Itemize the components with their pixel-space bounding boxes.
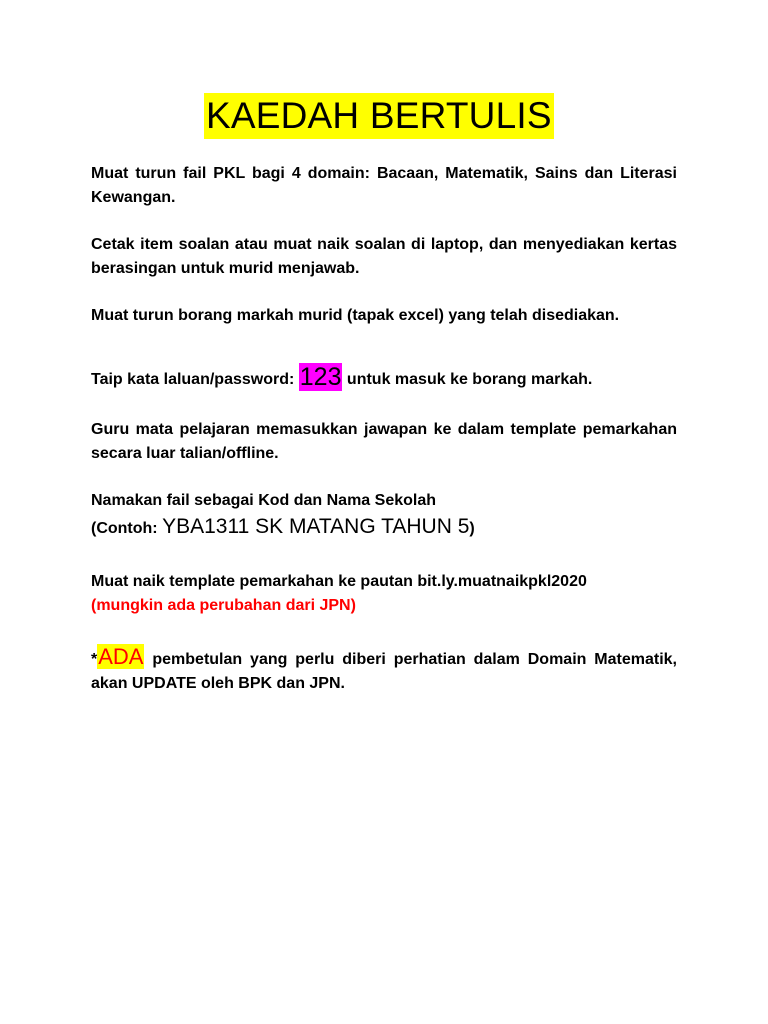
paragraph-upload-template [91, 570, 677, 618]
paragraph-print-items: Cetak item soalan atau muat naik soalan di laptop, dan menyediakan kertas berasingan untuk murid menjawab. [91, 236, 677, 277]
paragraph-file-naming [91, 489, 677, 543]
ada-highlight: ADA [98, 644, 144, 669]
file-naming-instruction: Namakan fail sebagai Kod dan Nama Sekolah [91, 492, 437, 509]
notice-rest: pembetulan yang perlu diberi perhatian dalam Domain Matematik, akan UPDATE oleh BPK dan JPN. [91, 651, 677, 692]
file-naming-example-line [91, 513, 677, 543]
password-text-before: Taip kata laluan/password: [91, 371, 299, 388]
password-value: 123 [299, 363, 342, 391]
paragraph-correction-notice [91, 645, 677, 696]
upload-note: (mungkin ada perubahan dari JPN) [91, 597, 356, 614]
document-title: KAEDAH BERTULIS [204, 93, 554, 139]
password-text-after: untuk masuk ke borang markah. [342, 371, 593, 388]
paragraph-password [91, 362, 677, 395]
paragraph-download-form: Muat turun borang markah murid (tapak excel) yang telah disediakan. [91, 307, 620, 324]
paragraph-download-files: Muat turun fail PKL bagi 4 domain: Bacaan, Matematik, Sains dan Literasi Kewangan. [91, 165, 677, 206]
example-open: (Contoh: [91, 520, 163, 537]
paragraph-teacher-entry: Guru mata pelajaran memasukkan jawapan ke dalam template pemarkahan secara luar talian/offline. [91, 421, 677, 462]
upload-template-text: Muat naik template pemarkahan ke pautan bit.ly.muatnaikpkl2020 [91, 573, 587, 590]
notice-asterisk: * [91, 651, 98, 668]
example-file-name: YBA1311 SK MATANG TAHUN 5 [162, 515, 470, 538]
example-close: ) [469, 520, 475, 537]
